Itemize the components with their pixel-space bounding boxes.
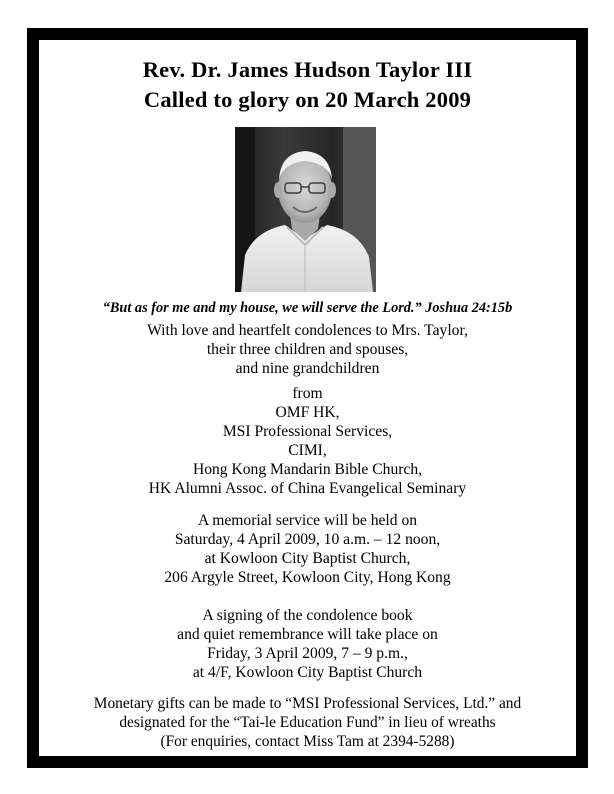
notice-body xyxy=(39,40,576,756)
memorial-line: 206 Argyle Street, Kowloon City, Hong Kong xyxy=(164,569,451,586)
scripture-verse: “But as for me and my house, we will serve the Lord.” Joshua 24:15b xyxy=(102,300,513,316)
sender-item: Hong Kong Mandarin Bible Church, xyxy=(192,461,423,478)
notice-title-date: Called to glory on 20 March 2009 xyxy=(143,87,472,112)
condolence-message xyxy=(39,321,576,378)
memorial-line: Saturday, 4 April 2009, 10 a.m. – 12 noon, xyxy=(174,531,441,548)
gifts-line: Monetary gifts can be made to “MSI Professional Services, Ltd.” and xyxy=(93,695,522,712)
sender-item: OMF HK, xyxy=(275,404,340,421)
monetary-gifts-info xyxy=(39,694,576,751)
signing-line: Friday, 3 April 2009, 7 – 9 p.m., xyxy=(207,645,408,662)
condolence-line: With love and heartfelt condolences to Mrs. Taylor, xyxy=(147,322,468,339)
signing-line: at 4/F, Kowloon City Baptist Church xyxy=(192,664,423,681)
sender-item: MSI Professional Services, xyxy=(222,423,393,440)
memorial-line: A memorial service will be held on xyxy=(197,512,418,529)
senders-list xyxy=(39,384,576,498)
memorial-line: at Kowloon City Baptist Church, xyxy=(204,550,411,567)
memorial-service-info xyxy=(39,511,576,587)
gifts-line: designated for the “Tai-le Education Fund” in lieu of wreaths xyxy=(119,714,496,731)
condolence-line: their three children and spouses, xyxy=(206,341,409,358)
from-label: from xyxy=(292,385,323,402)
portrait-photo xyxy=(235,127,376,292)
signing-line: and quiet remembrance will take place on xyxy=(177,626,438,643)
sender-item: HK Alumni Assoc. of China Evangelical Seminary xyxy=(148,480,467,497)
sender-item: CIMI, xyxy=(288,442,327,459)
notice-title-name: Rev. Dr. James Hudson Taylor III xyxy=(142,57,473,82)
signing-line: A signing of the condolence book xyxy=(202,607,413,624)
condolence-book-signing-info xyxy=(39,606,576,682)
condolence-line: and nine grandchildren xyxy=(235,360,380,377)
black-border-frame xyxy=(27,28,588,768)
gifts-line: (For enquiries, contact Miss Tam at 2394-5288) xyxy=(160,733,455,750)
